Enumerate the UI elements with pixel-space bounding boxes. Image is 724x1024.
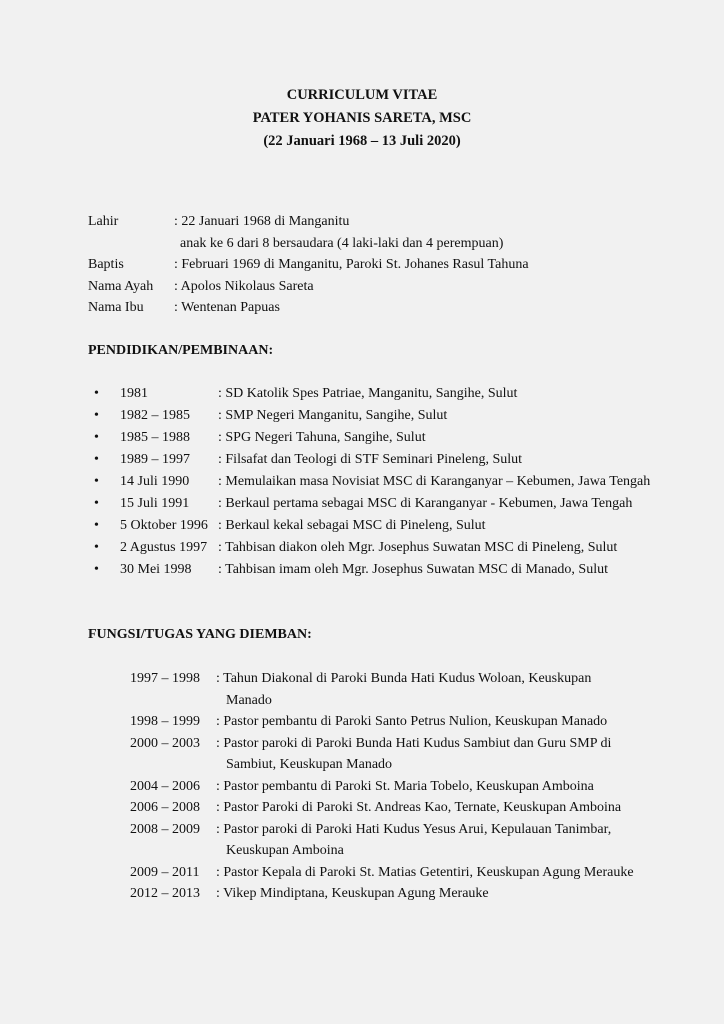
personal-value: : Apolos Nikolaus Sareta: [174, 278, 314, 294]
education-desc-text: : Filsafat dan Teologi di STF Seminari Pineleng, Sulut: [218, 452, 523, 467]
personal-info: [88, 211, 529, 319]
education-desc: [218, 515, 658, 537]
document-header: [0, 84, 724, 153]
bullet-icon: •: [94, 408, 99, 423]
education-desc-text: : Memulaikan masa Novisiat MSC di Karanganyar – Kebumen, Jawa Tengah: [218, 474, 651, 489]
education-heading: PENDIDIKAN/PEMBINAAN:: [88, 343, 274, 358]
list-item: [88, 427, 658, 449]
duty-desc: [216, 733, 636, 776]
bullet-icon: •: [94, 474, 99, 489]
duty-desc-text: : Pastor Paroki di Paroki St. Andreas Kao, Ternate, Keuskupan Amboina: [216, 800, 622, 815]
list-item: [88, 405, 658, 427]
education-list: [88, 383, 658, 581]
duty-desc: [216, 862, 636, 884]
education-date: 30 Mei 1998: [120, 562, 192, 577]
duty-desc: [216, 776, 636, 798]
education-desc: [218, 449, 658, 471]
personal-label: Lahir: [88, 214, 119, 229]
duty-date: 2006 – 2008: [130, 800, 200, 815]
list-item: [130, 797, 636, 819]
bullet-icon: •: [94, 452, 99, 467]
list-item: [88, 559, 658, 581]
duty-desc-text: : Pastor pembantu di Paroki Santo Petrus Nulion, Keuskupan Manado: [216, 714, 608, 729]
personal-row-siblings: [88, 233, 529, 255]
education-date: 2 Agustus 1997: [120, 540, 208, 555]
education-date: 14 Juli 1990: [120, 474, 190, 489]
education-date: 1985 – 1988: [120, 430, 190, 445]
list-item: [130, 862, 636, 884]
education-desc-text: : SPG Negeri Tahuna, Sangihe, Sulut: [218, 430, 426, 445]
list-item: [130, 711, 636, 733]
list-item: [130, 883, 636, 905]
bullet-icon: •: [94, 518, 99, 533]
duty-date: 2009 – 2011: [130, 864, 200, 880]
duty-date: 1997 – 1998: [130, 671, 200, 686]
education-date: 1981: [120, 386, 148, 401]
duty-desc: [216, 668, 636, 711]
duty-desc-text: : Tahun Diakonal di Paroki Bunda Hati Kudus Woloan, Keuskupan Manado: [216, 671, 592, 708]
bullet-icon: •: [94, 562, 99, 577]
duty-date: 2000 – 2003: [130, 735, 200, 751]
education-desc-text: : SMP Negeri Manganitu, Sangihe, Sulut: [218, 408, 448, 423]
list-item: [88, 383, 658, 405]
personal-label: Nama Ibu: [88, 300, 144, 315]
duty-desc: [216, 797, 636, 819]
personal-value: anak ke 6 dari 8 bersaudara (4 laki-laki dan 4 perempuan): [180, 235, 504, 251]
personal-value: : Wentenan Papuas: [174, 300, 280, 315]
document-title: CURRICULUM VITAE: [286, 87, 438, 103]
duty-desc: [216, 819, 636, 862]
list-item: [88, 449, 658, 471]
education-desc-text: : Tahbisan imam oleh Mgr. Josephus Suwatan MSC di Manado, Sulut: [218, 562, 608, 577]
education-desc-text: : Tahbisan diakon oleh Mgr. Josephus Suwatan MSC di Pineleng, Sulut: [218, 540, 618, 555]
education-desc: [218, 493, 658, 515]
personal-value: : Februari 1969 di Manganitu, Paroki St. Johanes Rasul Tahuna: [174, 257, 529, 272]
duty-desc: [216, 883, 636, 905]
list-item: [130, 668, 636, 711]
duty-date: 1998 – 1999: [130, 714, 200, 729]
personal-label: Baptis: [88, 257, 124, 272]
education-desc: [218, 471, 658, 493]
bullet-icon: •: [94, 540, 99, 555]
list-item: [88, 471, 658, 493]
personal-row-ayah: [88, 276, 529, 298]
education-desc: [218, 427, 658, 449]
education-date: 15 Juli 1991: [120, 496, 190, 511]
duty-desc-text: : Pastor Kepala di Paroki St. Matias Getentiri, Keuskupan Agung Merauke: [216, 864, 634, 880]
duty-desc: [216, 711, 636, 733]
list-item: [130, 733, 636, 776]
duty-date: 2012 – 2013: [130, 886, 200, 901]
education-desc: [218, 383, 658, 405]
personal-row-lahir: [88, 211, 529, 233]
bullet-icon: •: [94, 430, 99, 445]
duty-desc-text: : Vikep Mindiptana, Keuskupan Agung Merauke: [216, 886, 489, 901]
education-desc-text: : Berkaul pertama sebagai MSC di Karanganyar - Kebumen, Jawa Tengah: [218, 496, 633, 511]
personal-row-baptis: [88, 254, 529, 276]
bullet-icon: •: [94, 496, 99, 511]
duty-desc-text: : Pastor paroki di Paroki Hati Kudus Yesus Arui, Kepulauan Tanimbar, Keuskupan Amboina: [216, 821, 612, 858]
list-item: [130, 819, 636, 862]
list-item: [88, 537, 658, 559]
list-item: [88, 493, 658, 515]
life-dates: (22 Januari 1968 – 13 Juli 2020): [263, 133, 461, 149]
education-date: 1989 – 1997: [120, 452, 190, 467]
duties-heading: FUNGSI/TUGAS YANG DIEMBAN:: [88, 627, 312, 642]
personal-label: Nama Ayah: [88, 278, 154, 294]
list-item: [130, 776, 636, 798]
bullet-icon: •: [94, 386, 99, 401]
duty-desc-text: : Pastor paroki di Paroki Bunda Hati Kudus Sambiut dan Guru SMP di Sambiut, Keuskupan Manado: [216, 735, 612, 772]
duty-date: 2004 – 2006: [130, 778, 200, 794]
person-name: PATER YOHANIS SARETA, MSC: [252, 110, 472, 126]
education-desc-text: : Berkaul kekal sebagai MSC di Pineleng, Sulut: [218, 518, 486, 533]
education-desc: [218, 559, 658, 581]
education-date: 1982 – 1985: [120, 408, 190, 423]
education-desc-text: : SD Katolik Spes Patriae, Manganitu, Sangihe, Sulut: [218, 386, 518, 401]
education-desc: [218, 405, 658, 427]
list-item: [88, 515, 658, 537]
duty-date: 2008 – 2009: [130, 821, 200, 837]
duties-list: [130, 668, 636, 905]
personal-value: : 22 Januari 1968 di Manganitu: [174, 214, 350, 229]
personal-row-ibu: [88, 297, 529, 319]
education-date: 5 Oktober 1996: [120, 518, 208, 533]
duty-desc-text: : Pastor pembantu di Paroki St. Maria Tobelo, Keuskupan Amboina: [216, 778, 594, 794]
education-desc: [218, 537, 658, 559]
